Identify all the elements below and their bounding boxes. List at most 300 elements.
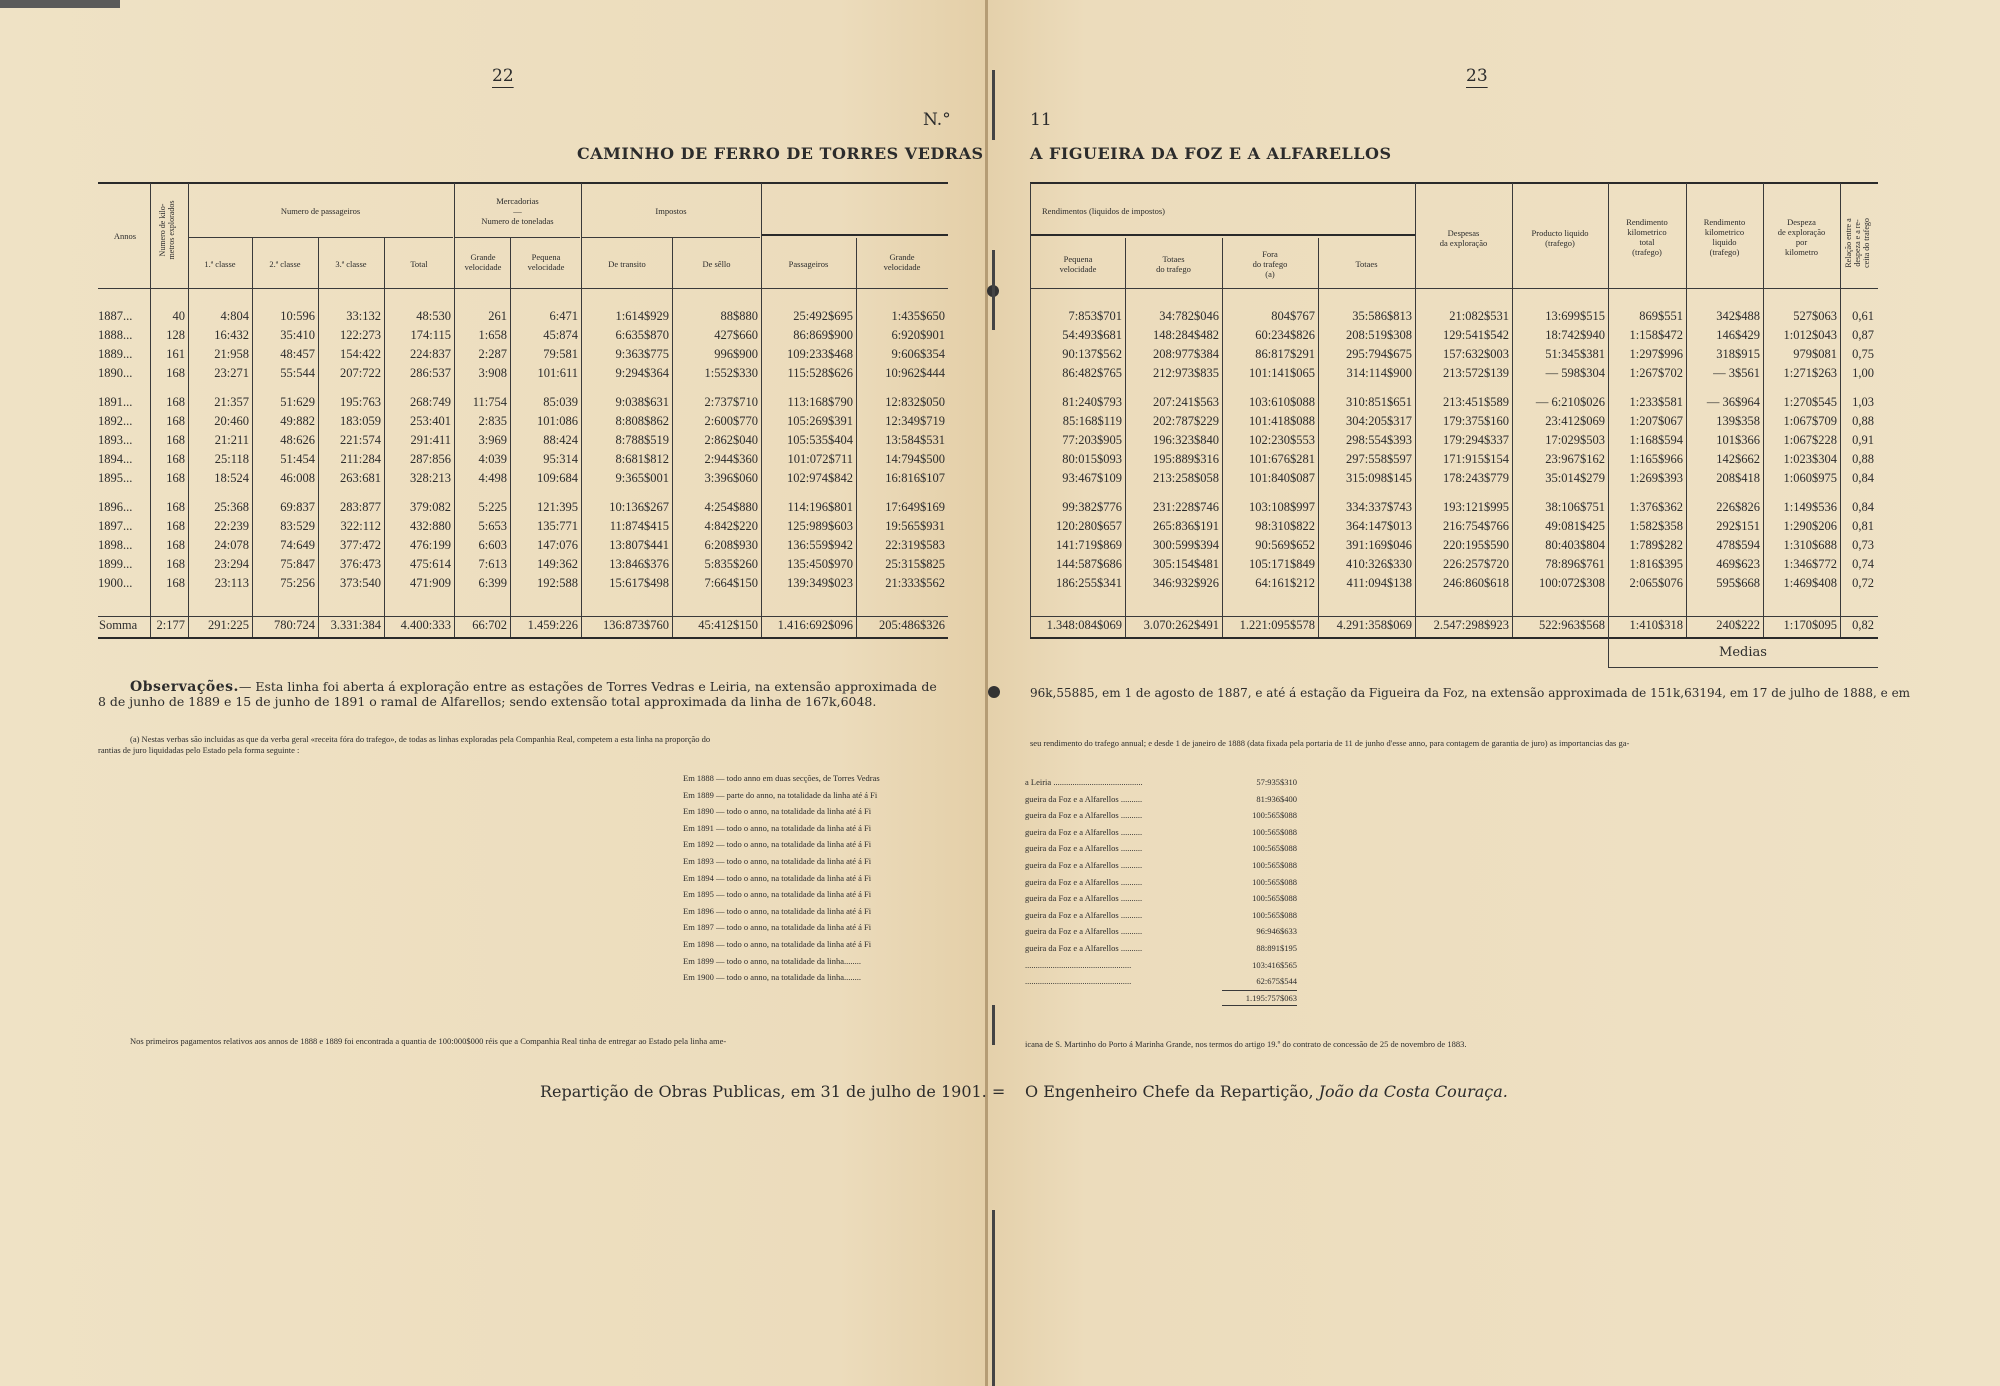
col-header-fora: Fora do trafego (a) <box>1252 249 1288 279</box>
table-cell: 1:233$581 <box>1629 395 1683 409</box>
table-cell: 9:363$775 <box>615 347 669 361</box>
table-cell: 0,61 <box>1852 309 1874 323</box>
table-cell: 8:681$812 <box>615 452 669 466</box>
table-cell: 48:626 <box>280 433 315 447</box>
table-cell: 869$551 <box>1639 309 1683 323</box>
table-cell: 13:846$376 <box>609 557 669 571</box>
somma-cell: 1.348:084$069 <box>1046 618 1122 632</box>
table-cell: 21:333$562 <box>885 576 945 590</box>
table-cell: 1887... <box>98 309 133 323</box>
table-cell: 1,03 <box>1852 395 1874 409</box>
table-cell: 208$418 <box>1716 471 1760 485</box>
table-cell: 1:582$358 <box>1629 519 1683 533</box>
table-cell: 1:614$929 <box>615 309 669 323</box>
somma-cell: 4.400:333 <box>400 618 451 632</box>
table-cell: 1:469$408 <box>1783 576 1837 590</box>
table-cell: 1:271$263 <box>1783 366 1837 380</box>
list-item: Em 1891 — todo o anno, na totalidade da linha até á Fi <box>683 822 872 833</box>
table-cell: 102:230$553 <box>1249 433 1315 447</box>
somma-cell: 2.547:298$923 <box>1433 618 1509 632</box>
rule <box>98 616 948 617</box>
table-cell: 25:118 <box>214 452 249 466</box>
table-cell: 102:974$842 <box>787 471 853 485</box>
table-cell: 0,88 <box>1852 414 1874 428</box>
table-cell: 113:168$790 <box>787 395 853 409</box>
table-cell: 318$915 <box>1716 347 1760 361</box>
table-cell: 411:094$138 <box>1346 576 1412 590</box>
table-cell: 1:067$228 <box>1783 433 1837 447</box>
list-item <box>1025 791 1297 808</box>
signature-name: João da Costa Couraça. <box>1318 1082 1508 1101</box>
table-cell: 21:357 <box>214 395 249 409</box>
list-item-value: 100:565$088 <box>1252 826 1297 837</box>
table-row <box>1030 326 1877 345</box>
table-cell: 103:610$088 <box>1249 395 1315 409</box>
table-cell: 101:676$281 <box>1249 452 1315 466</box>
page-number-left: 22 <box>492 66 514 86</box>
table-cell: 364:147$013 <box>1346 519 1412 533</box>
table-cell: 221:574 <box>340 433 381 447</box>
list-item <box>1025 890 1297 907</box>
table-cell: 125:989$603 <box>787 519 853 533</box>
table-cell: 196:323$840 <box>1153 433 1219 447</box>
table-cell: 122:273 <box>340 328 381 342</box>
somma-cell: 4.291:358$069 <box>1336 618 1412 632</box>
table-cell: 1895... <box>98 471 133 485</box>
table-cell: 283:877 <box>340 500 381 514</box>
list-item-label: gueira da Foz e a Alfarellos .......... <box>1025 793 1143 804</box>
table-cell: 1:816$395 <box>1629 557 1683 571</box>
table-cell: 2:862$040 <box>704 433 758 447</box>
rule <box>98 637 948 639</box>
table-cell: 139:349$023 <box>787 576 853 590</box>
table-cell: 1894... <box>98 452 133 466</box>
table-cell: 99:382$776 <box>1062 500 1122 514</box>
table-row <box>96 498 948 517</box>
table-cell: 226:257$720 <box>1443 557 1509 571</box>
rule <box>1222 1005 1297 1006</box>
table-cell: 373:540 <box>340 576 381 590</box>
table-cell: 168 <box>166 366 185 380</box>
col-header-total: Total <box>410 259 428 269</box>
table-cell: 83:529 <box>280 519 315 533</box>
table-cell: 261 <box>488 309 507 323</box>
table-cell: 101:840$087 <box>1249 471 1315 485</box>
table-cell: 25:315$825 <box>885 557 945 571</box>
table-cell: 1:267$702 <box>1629 366 1683 380</box>
note-a-line1: (a) Nestas verbas são incluidas as que da verba geral «receita fóra do trafego», de todas as linhas exploradas pela Companhia Real, competem a esta linha na proporção do <box>130 734 711 744</box>
somma-cell: 205:486$326 <box>879 618 945 632</box>
table-cell: 1:165$966 <box>1629 452 1683 466</box>
table-row <box>96 469 948 488</box>
somma-cell: 45:412$150 <box>698 618 758 632</box>
table-cell: 1890... <box>98 366 133 380</box>
rule <box>188 237 453 238</box>
table-cell: 168 <box>166 414 185 428</box>
table-cell: 1889... <box>98 347 133 361</box>
table-cell: 1:060$975 <box>1783 471 1837 485</box>
table-cell: 25:368 <box>214 500 249 514</box>
table-cell: 195:889$316 <box>1153 452 1219 466</box>
list-item-value: 100:565$088 <box>1252 859 1297 870</box>
table-cell: 1:552$330 <box>704 366 758 380</box>
col-header-km: Numero de kilo- metros explorados <box>158 200 176 260</box>
table-cell: 38:106$751 <box>1545 500 1605 514</box>
table-cell: 178:243$779 <box>1443 471 1509 485</box>
rule <box>455 237 580 238</box>
table-row <box>1030 536 1877 555</box>
table-cell: 101$366 <box>1716 433 1760 447</box>
table-cell: 5:225 <box>478 500 507 514</box>
list-item: Em 1900 — todo o anno, na totalidade da linha........ <box>683 972 861 983</box>
list-item-value: 81:936$400 <box>1256 793 1297 804</box>
col-header-desp-km: Despeza de exploração por kilometro <box>1777 217 1826 257</box>
somma-cell: 1.416:692$096 <box>777 618 853 632</box>
list-item: Em 1897 — todo o anno, na totalidade da linha até á Fi <box>683 922 872 933</box>
table-cell: 286:537 <box>410 366 451 380</box>
somma-cell: 1.221:095$578 <box>1239 618 1315 632</box>
spine-mark <box>992 1210 995 1386</box>
list-item-label: gueira da Foz e a Alfarellos .......... <box>1025 859 1143 870</box>
table-cell: 7:664$150 <box>704 576 758 590</box>
table-row <box>1030 431 1877 450</box>
observacoes-line2: 8 de junho de 1889 e 15 de junho de 1891 o ramal de Alfarellos; sendo extensão total approximada da linha de 167k,6048. <box>98 694 877 709</box>
table-cell: 213:572$139 <box>1443 366 1509 380</box>
table-cell: 224:837 <box>410 347 451 361</box>
list-item-value: 100:565$088 <box>1252 876 1297 887</box>
table-cell: 135:450$970 <box>787 557 853 571</box>
table-cell: 595$668 <box>1716 576 1760 590</box>
table-cell: 6:399 <box>478 576 507 590</box>
spine-mark <box>992 250 995 330</box>
table-cell: 304:205$317 <box>1346 414 1412 428</box>
table-cell: 1897... <box>98 519 133 533</box>
table-cell: 105:269$391 <box>787 414 853 428</box>
table-cell: 2:835 <box>478 414 507 428</box>
table-cell: 213:451$589 <box>1443 395 1509 409</box>
table-cell: 0,84 <box>1852 471 1874 485</box>
list-item <box>1025 824 1297 841</box>
table-cell: 80:403$804 <box>1545 538 1605 552</box>
table-cell: 9:365$001 <box>615 471 669 485</box>
table-cell: 291:411 <box>410 433 451 447</box>
table-cell: 287:856 <box>410 452 451 466</box>
col-header-c3: 3.ª classe <box>335 259 367 269</box>
table-cell: 1893... <box>98 433 133 447</box>
table-cell: 11:874$415 <box>609 519 669 533</box>
table-cell: 202:787$229 <box>1153 414 1219 428</box>
table-cell: 1,00 <box>1852 366 1874 380</box>
table-cell: 213:258$058 <box>1153 471 1219 485</box>
list-item: Em 1889 — parte do anno, na totalidade da linha até á Fi <box>683 789 878 800</box>
table-cell: 1:158$472 <box>1629 328 1683 342</box>
list-item-value: 57:935$310 <box>1256 777 1297 787</box>
spine-mark <box>992 70 995 140</box>
table-cell: 114:196$801 <box>787 500 853 514</box>
table-row <box>1030 450 1877 469</box>
table-cell: 315:098$145 <box>1346 471 1412 485</box>
table-cell: 0,84 <box>1852 500 1874 514</box>
table-cell: 23:294 <box>214 557 249 571</box>
table-cell: 7:853$701 <box>1068 309 1122 323</box>
table-cell: 0,74 <box>1852 557 1874 571</box>
table-cell: 168 <box>166 395 185 409</box>
table-cell: 216:754$766 <box>1443 519 1509 533</box>
rule <box>98 288 948 289</box>
table-cell: 85:168$119 <box>1062 414 1122 428</box>
table-row <box>1030 393 1877 412</box>
table-cell: 1896... <box>98 500 133 514</box>
table-cell: 1:435$650 <box>891 309 945 323</box>
table-cell: 21:958 <box>214 347 249 361</box>
table-cell: 51:629 <box>280 395 315 409</box>
table-cell: 101:086 <box>537 414 578 428</box>
table-cell: 193:121$995 <box>1443 500 1509 514</box>
table-cell: 2:944$360 <box>704 452 758 466</box>
table-row <box>96 450 948 469</box>
table-cell: 17:649$169 <box>885 500 945 514</box>
table-cell: 246:860$618 <box>1443 576 1509 590</box>
somma-cell: 1:410$318 <box>1629 618 1683 632</box>
table-cell: 135:771 <box>537 519 578 533</box>
table-cell: 54:493$681 <box>1062 328 1122 342</box>
table-cell: 88:424 <box>543 433 578 447</box>
table-cell: 475:614 <box>410 557 451 571</box>
table-cell: 86:482$765 <box>1062 366 1122 380</box>
table-cell: 168 <box>166 452 185 466</box>
table-cell: 23:967$162 <box>1545 452 1605 466</box>
table-cell: 168 <box>166 500 185 514</box>
table-cell: 129:541$542 <box>1443 328 1509 342</box>
table-cell: 208:519$308 <box>1346 328 1412 342</box>
table-cell: 1899... <box>98 557 133 571</box>
table-cell: 77:203$905 <box>1062 433 1122 447</box>
row-spacer <box>96 488 948 498</box>
table-cell: 996$900 <box>714 347 758 361</box>
table-cell: 109:684 <box>537 471 578 485</box>
table-cell: 93:467$109 <box>1062 471 1122 485</box>
list-item-value: 103:416$565 <box>1252 959 1297 970</box>
table-cell: 35:014$279 <box>1545 471 1605 485</box>
list-item-label: gueira da Foz e a Alfarellos .......... <box>1025 843 1143 854</box>
table-cell: 51:454 <box>280 452 315 466</box>
table-cell: 10:136$267 <box>609 500 669 514</box>
table-cell: 295:794$675 <box>1346 347 1412 361</box>
row-spacer <box>96 383 948 393</box>
table-cell: 5:653 <box>478 519 507 533</box>
table-cell: 0,72 <box>1852 576 1874 590</box>
list-item-label: gueira da Foz e a Alfarellos .......... <box>1025 810 1143 821</box>
list-item <box>1025 857 1297 874</box>
table-cell: 4:804 <box>220 309 249 323</box>
left-guarantee-list <box>683 770 951 986</box>
somma-cell: 3.070:262$491 <box>1143 618 1219 632</box>
table-cell: 4:842$220 <box>704 519 758 533</box>
table-cell: 136:559$942 <box>787 538 853 552</box>
table-cell: 1:023$304 <box>1783 452 1837 466</box>
table-cell: 168 <box>166 519 185 533</box>
table-cell: 1:789$282 <box>1629 538 1683 552</box>
right-title: A FIGUEIRA DA FOZ E A ALFARELLOS <box>1030 144 1392 163</box>
table-cell: 334:337$743 <box>1346 500 1412 514</box>
table-cell: 147:076 <box>537 538 578 552</box>
somma-cell: 522:963$568 <box>1539 618 1605 632</box>
table-cell: 14:794$500 <box>885 452 945 466</box>
table-cell: 64:161$212 <box>1255 576 1315 590</box>
table-cell: 0,81 <box>1852 519 1874 533</box>
table-cell: 34:782$046 <box>1159 309 1219 323</box>
col-header-passageiros-r: Passageiros <box>788 259 829 269</box>
table-cell: 10:962$444 <box>885 366 945 380</box>
table-cell: 78:896$761 <box>1545 557 1605 571</box>
table-cell: 1:149$536 <box>1783 500 1837 514</box>
list-item <box>1025 874 1297 891</box>
table-cell: 1892... <box>98 414 133 428</box>
table-row <box>96 574 948 593</box>
table-cell: 427$660 <box>714 328 758 342</box>
table-cell: 20:460 <box>214 414 249 428</box>
table-cell: 90:137$562 <box>1062 347 1122 361</box>
table-cell: 139$358 <box>1716 414 1760 428</box>
table-cell: 101:611 <box>537 366 578 380</box>
table-cell: 253:401 <box>410 414 451 428</box>
list-item-label: gueira da Foz e a Alfarellos .......... <box>1025 826 1143 837</box>
left-title: CAMINHO DE FERRO DE TORRES VEDRAS <box>577 144 984 163</box>
table-cell: 12:349$719 <box>885 414 945 428</box>
rule <box>1030 288 1878 289</box>
list-item-label: gueira da Foz e a Alfarellos .......... <box>1025 926 1143 937</box>
table-row <box>96 555 948 574</box>
table-cell: 109:233$468 <box>787 347 853 361</box>
list-item <box>1025 907 1297 924</box>
table-cell: 13:699$515 <box>1545 309 1605 323</box>
table-cell: 1898... <box>98 538 133 552</box>
table-cell: 11:754 <box>472 395 507 409</box>
somma-cell: 240$222 <box>1716 618 1760 632</box>
table-cell: 292$151 <box>1716 519 1760 533</box>
table-cell: 90:569$652 <box>1255 538 1315 552</box>
table-cell: 0,91 <box>1852 433 1874 447</box>
table-cell: 314:114$900 <box>1346 366 1412 380</box>
list-item-value: 96:946$633 <box>1256 926 1297 937</box>
table-cell: 2:737$710 <box>704 395 758 409</box>
table-cell: 1:207$067 <box>1629 414 1683 428</box>
table-row <box>1030 307 1877 326</box>
note-a-line2: rantias de juro liquidadas pelo Estado pela forma seguinte : <box>98 745 300 755</box>
table-cell: 13:584$531 <box>885 433 945 447</box>
table-cell: 103:108$997 <box>1249 500 1315 514</box>
table-cell: — 3$561 <box>1713 366 1760 380</box>
observacoes-continued: 96k,55885, em 1 de agosto de 1887, e até á estação da Figueira da Foz, na extensão approximada de 151k,63194, em 17 de julho de 1888, e em <box>1030 686 1911 700</box>
somma-cell: 66:702 <box>472 618 507 632</box>
table-cell: 208:977$384 <box>1153 347 1219 361</box>
table-cell: 101:072$711 <box>787 452 853 466</box>
table-cell: 49:081$425 <box>1545 519 1605 533</box>
somma-cell: 0,82 <box>1852 618 1874 632</box>
table-cell: 376:473 <box>340 557 381 571</box>
list-item <box>1025 923 1297 940</box>
table-cell: 128 <box>166 328 185 342</box>
somma-cell: Somma <box>99 618 138 632</box>
table-row <box>1030 498 1877 517</box>
table-cell: 46:008 <box>280 471 315 485</box>
col-group-impostos: Impostos <box>655 206 687 216</box>
table-cell: 186:255$341 <box>1056 576 1122 590</box>
table-cell: 7:613 <box>478 557 507 571</box>
left-data-table <box>96 307 948 593</box>
table-cell: 12:832$050 <box>885 395 945 409</box>
col-header-relacao: Relação entre a despeza e a re- ceita do trafego <box>1844 218 1871 268</box>
table-cell: 168 <box>166 433 185 447</box>
somma-cell: 1:170$095 <box>1783 618 1837 632</box>
table-cell: 195:763 <box>340 395 381 409</box>
table-cell: 13:807$441 <box>609 538 669 552</box>
table-cell: 85:039 <box>543 395 578 409</box>
table-cell: 157:632$003 <box>1443 347 1509 361</box>
table-cell: 297:558$597 <box>1346 452 1412 466</box>
table-cell: 22:319$583 <box>885 538 945 552</box>
table-cell: 1:270$545 <box>1783 395 1837 409</box>
table-cell: 154:422 <box>340 347 381 361</box>
table-cell: 305:154$481 <box>1153 557 1219 571</box>
table-cell: 149:362 <box>537 557 578 571</box>
spine-dot <box>988 686 1000 698</box>
table-cell: 2:287 <box>478 347 507 361</box>
table-cell: 16:816$107 <box>885 471 945 485</box>
table-cell: 478$594 <box>1716 538 1760 552</box>
table-cell: 379:082 <box>410 500 451 514</box>
table-cell: 0,87 <box>1852 328 1874 342</box>
table-cell: 231:228$746 <box>1153 500 1219 514</box>
table-cell: 144:587$686 <box>1056 557 1122 571</box>
list-item-label: gueira da Foz e a Alfarellos .......... <box>1025 909 1143 920</box>
col-group-mercadorias: Mercadorias — Numero de toneladas <box>481 196 554 226</box>
table-cell: 3:908 <box>478 366 507 380</box>
table-cell: 346:932$926 <box>1153 576 1219 590</box>
table-cell: 268:749 <box>410 395 451 409</box>
table-cell: 979$081 <box>1793 347 1837 361</box>
col-header-pequena-r: Pequena velocidade <box>1059 254 1097 274</box>
table-cell: 211:284 <box>340 452 381 466</box>
table-cell: 23:271 <box>214 366 249 380</box>
table-row <box>1030 412 1877 431</box>
observacoes-heading: Observações. <box>130 679 239 695</box>
list-item: Em 1892 — todo o anno, na totalidade da linha até á Fi <box>683 839 872 850</box>
table-cell: 1:376$362 <box>1629 500 1683 514</box>
table-cell: 168 <box>166 538 185 552</box>
table-cell: 105:535$404 <box>787 433 853 447</box>
signature-role: O Engenheiro Chefe da Repartição, <box>1025 1082 1314 1101</box>
table-cell: 21:211 <box>214 433 249 447</box>
table-cell: 24:078 <box>214 538 249 552</box>
table-cell: 74:649 <box>280 538 315 552</box>
table-cell: 16:432 <box>214 328 249 342</box>
col-header-despesas: Despesas da exploração <box>1439 228 1488 248</box>
table-cell: 6:635$870 <box>615 328 669 342</box>
table-row <box>1030 574 1877 593</box>
table-cell: 115:528$626 <box>787 366 853 380</box>
table-cell: 49:882 <box>280 414 315 428</box>
table-cell: 4:039 <box>478 452 507 466</box>
table-row <box>1030 345 1877 364</box>
table-cell: 298:554$393 <box>1346 433 1412 447</box>
col-group-rendimentos: Rendimentos (liquidos de impostos) <box>1042 206 1166 216</box>
table-cell: 105:171$849 <box>1249 557 1315 571</box>
table-row <box>96 364 948 383</box>
table-cell: 265:836$191 <box>1153 519 1219 533</box>
table-cell: 51:345$381 <box>1545 347 1605 361</box>
table-cell: 0,88 <box>1852 452 1874 466</box>
